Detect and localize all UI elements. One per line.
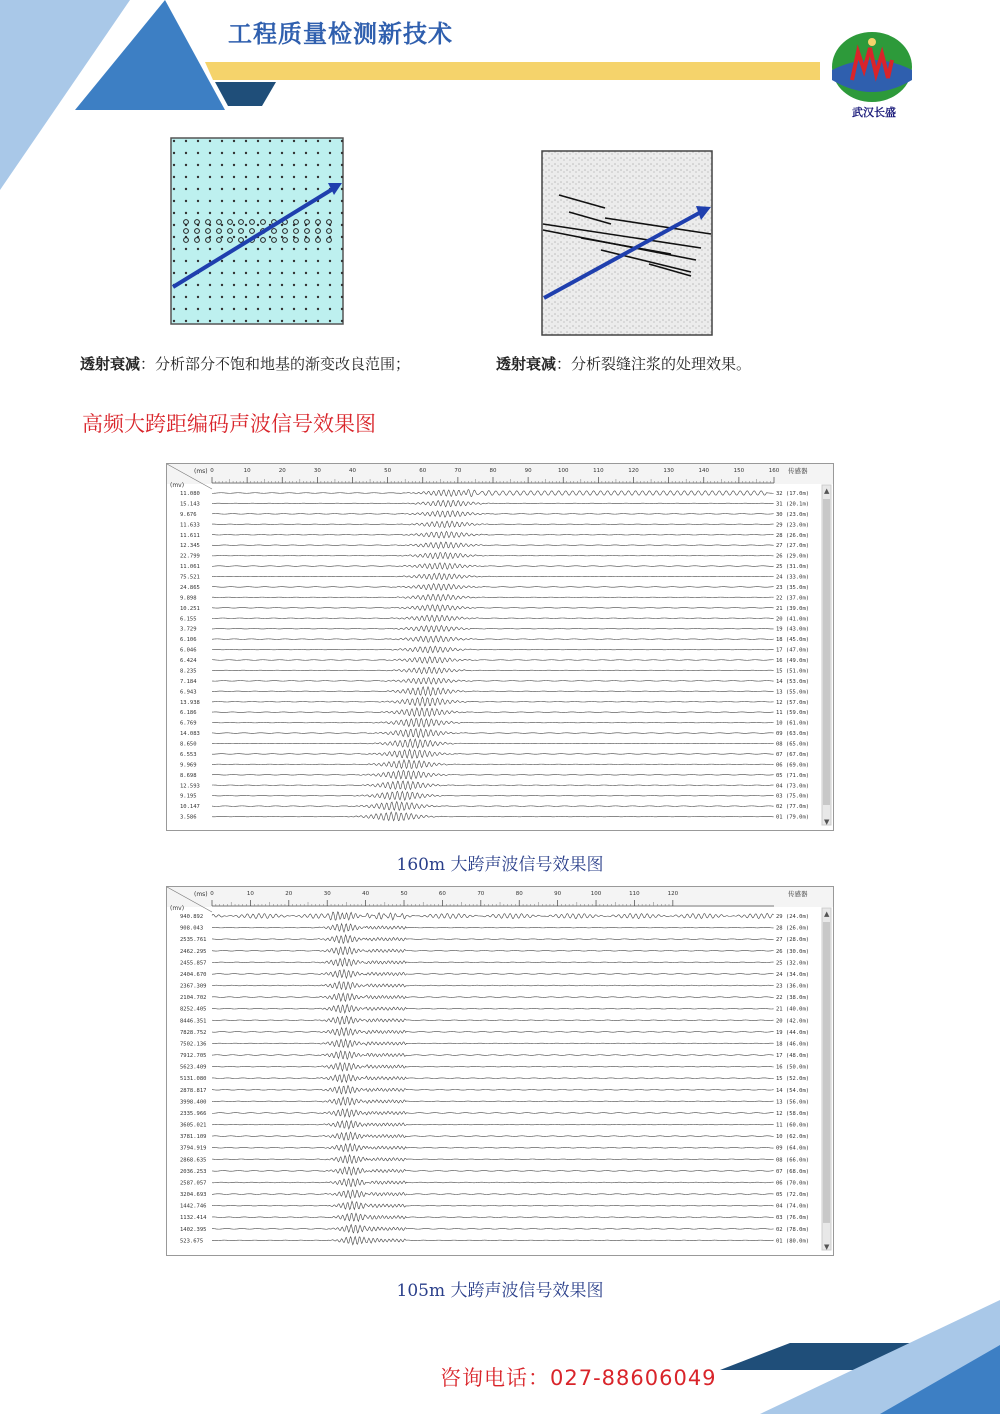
trace-sensor-label: 32 (17.0m) xyxy=(776,491,810,497)
trace-amplitude-label: 22.799 xyxy=(180,553,200,560)
trace-sensor-label: 03 (75.0m) xyxy=(776,793,810,800)
scrollbar-thumb[interactable] xyxy=(823,499,830,805)
x-tick-label: 110 xyxy=(629,891,640,897)
trace-amplitude-label: 11.611 xyxy=(180,532,200,539)
trace-amplitude-label: 11.080 xyxy=(180,491,200,497)
trace-sensor-label: 02 (78.0m) xyxy=(776,1226,810,1233)
trace-amplitude-label: 5623.409 xyxy=(180,1064,207,1071)
trace-sensor-label: 04 (73.0m) xyxy=(776,783,810,790)
trace-amplitude-label: 940.892 xyxy=(180,914,204,920)
trace-amplitude-label: 7828.752 xyxy=(180,1029,207,1036)
trace-amplitude-label: 1442.746 xyxy=(180,1203,207,1210)
trace-sensor-label: 16 (49.0m) xyxy=(776,658,810,664)
panel1-caption: 160m 大跨声波信号效果图 xyxy=(396,855,604,875)
trace-amplitude-label: 908.043 xyxy=(180,925,204,932)
x-tick-label: 10 xyxy=(243,468,251,474)
trace-amplitude-label: 3605.021 xyxy=(180,1122,207,1129)
signal-panel-105m xyxy=(166,886,834,1256)
trace-amplitude-label: 2535.761 xyxy=(180,937,207,944)
trace-amplitude-label: 3781.109 xyxy=(180,1134,207,1141)
trace-sensor-label: 20 (41.0m) xyxy=(776,616,810,623)
trace-sensor-label: 22 (38.0m) xyxy=(776,995,810,1002)
trace-sensor-label: 01 (80.0m) xyxy=(776,1238,810,1245)
trace-amplitude-label: 24.865 xyxy=(180,584,200,591)
trace-amplitude-label: 3794.919 xyxy=(180,1145,207,1152)
x-tick-label: 10 xyxy=(246,891,254,897)
trace-sensor-label: 28 (26.0m) xyxy=(776,532,810,539)
trace-amplitude-label: 6.046 xyxy=(180,647,197,654)
right-caption-bold: 透射衰减 xyxy=(496,355,557,373)
soil-attenuation-figure xyxy=(170,137,344,325)
trace-sensor-label: 29 (23.0m) xyxy=(776,522,810,529)
trace-amplitude-label: 15.143 xyxy=(180,501,200,508)
trace-sensor-label: 18 (45.0m) xyxy=(776,637,810,644)
x-tick-label: 40 xyxy=(349,468,356,474)
section-title: 高频大跨距编码声波信号效果图 xyxy=(82,412,376,436)
trace-amplitude-label: 3.586 xyxy=(180,814,197,821)
x-tick-label: 60 xyxy=(419,468,427,474)
trace-amplitude-label: 8.235 xyxy=(180,668,197,675)
trace-sensor-label: 14 (54.0m) xyxy=(776,1087,810,1094)
trace-sensor-label: 07 (68.0m) xyxy=(776,1168,810,1175)
trace-amplitude-label: 2878.817 xyxy=(180,1087,207,1094)
trace-sensor-label: 25 (31.0m) xyxy=(776,564,810,571)
x-tick-label: 120 xyxy=(628,468,639,474)
trace-amplitude-label: 6.553 xyxy=(180,751,197,758)
trace-sensor-label: 05 (72.0m) xyxy=(776,1192,810,1199)
trace-amplitude-label: 2335.966 xyxy=(180,1110,207,1117)
axis-unit-top: (ms) xyxy=(194,891,208,898)
x-tick-label: 70 xyxy=(477,891,485,897)
trace-sensor-label: 05 (71.0m) xyxy=(776,772,810,779)
trace-sensor-label: 29 (24.0m) xyxy=(776,914,810,920)
trace-amplitude-label: 2462.295 xyxy=(180,948,207,955)
trace-amplitude-label: 2587.057 xyxy=(180,1180,207,1187)
x-tick-label: 50 xyxy=(400,891,408,897)
x-tick-label: 140 xyxy=(698,468,709,474)
company-logo xyxy=(830,30,914,104)
x-tick-label: 80 xyxy=(515,891,523,897)
x-tick-label: 110 xyxy=(593,468,604,474)
trace-sensor-label: 15 (51.0m) xyxy=(776,668,810,675)
logo-text: 武汉长盛 xyxy=(852,106,896,119)
trace-amplitude-label: 2036.253 xyxy=(180,1168,207,1175)
trace-amplitude-label: 2404.670 xyxy=(180,971,207,978)
left-caption-text: ：分析部分不饱和地基的渐变改良范围； xyxy=(140,355,411,373)
trace-sensor-label: 07 (67.0m) xyxy=(776,751,810,758)
trace-sensor-label: 28 (26.0m) xyxy=(776,925,810,932)
trace-sensor-label: 24 (33.0m) xyxy=(776,574,810,581)
trace-sensor-label: 26 (29.0m) xyxy=(776,553,810,560)
trace-sensor-label: 20 (42.0m) xyxy=(776,1018,810,1025)
trace-amplitude-label: 2868.635 xyxy=(180,1157,207,1164)
x-tick-label: 80 xyxy=(489,468,497,474)
x-tick-label: 60 xyxy=(438,891,446,897)
trace-amplitude-label: 10.147 xyxy=(180,804,200,811)
x-tick-label: 0 xyxy=(210,468,214,474)
x-tick-label: 20 xyxy=(278,468,286,474)
trace-amplitude-label: 8.698 xyxy=(180,772,197,779)
trace-amplitude-label: 523.675 xyxy=(180,1238,204,1245)
x-tick-label: 0 xyxy=(210,891,214,897)
x-tick-label: 40 xyxy=(362,891,370,897)
contact-phone: 咨询电话：027-88606049 xyxy=(440,1366,717,1390)
trace-sensor-label: 21 (40.0m) xyxy=(776,1006,810,1013)
trace-amplitude-label: 1132.414 xyxy=(180,1215,207,1222)
trace-sensor-label: 02 (77.0m) xyxy=(776,804,810,811)
scrollbar-thumb[interactable] xyxy=(823,922,830,1223)
trace-sensor-label: 13 (56.0m) xyxy=(776,1099,810,1106)
trace-sensor-label: 13 (55.0m) xyxy=(776,689,810,696)
trace-amplitude-label: 6.106 xyxy=(180,637,197,644)
trace-amplitude-label: 2455.857 xyxy=(180,960,207,967)
x-tick-label: 30 xyxy=(313,468,321,474)
legend-header: 传感器 xyxy=(788,467,808,475)
right-figure-caption xyxy=(496,353,751,374)
trace-amplitude-label: 9.969 xyxy=(180,762,197,769)
trace-amplitude-label: 7.184 xyxy=(180,678,197,685)
x-tick-label: 150 xyxy=(733,468,745,474)
scroll-down-icon[interactable]: ▼ xyxy=(824,818,830,826)
axis-unit-left: (mv) xyxy=(170,482,185,489)
trace-sensor-label: 03 (76.0m) xyxy=(776,1215,810,1222)
x-tick-label: 160 xyxy=(768,468,780,474)
axis-unit-top: (ms) xyxy=(194,468,208,475)
trace-sensor-label: 09 (63.0m) xyxy=(776,731,810,738)
crack-grouting-figure xyxy=(541,150,713,336)
header-title: 工程质量检测新技术 xyxy=(228,20,453,48)
axis-unit-left: (mv) xyxy=(170,905,185,912)
trace-sensor-label: 17 (48.0m) xyxy=(776,1053,810,1060)
right-caption-text: ：分析裂缝注浆的处理效果。 xyxy=(556,355,752,373)
trace-amplitude-label: 13.938 xyxy=(180,699,200,706)
trace-sensor-label: 23 (35.0m) xyxy=(776,584,810,591)
x-tick-label: 130 xyxy=(663,468,674,474)
trace-amplitude-label: 6.155 xyxy=(180,616,197,623)
trace-amplitude-label: 6.424 xyxy=(180,658,197,664)
trace-sensor-label: 17 (47.0m) xyxy=(776,647,810,654)
trace-amplitude-label: 1402.395 xyxy=(180,1226,207,1233)
trace-amplitude-label: 3204.693 xyxy=(180,1192,207,1199)
trace-amplitude-label: 14.083 xyxy=(180,731,200,738)
panel2-caption: 105m 大跨声波信号效果图 xyxy=(396,1281,604,1301)
trace-amplitude-label: 11.633 xyxy=(180,522,200,529)
x-tick-label: 90 xyxy=(554,891,562,897)
trace-sensor-label: 25 (32.0m) xyxy=(776,960,810,967)
scroll-down-icon[interactable]: ▼ xyxy=(824,1243,830,1251)
trace-amplitude-label: 7912.705 xyxy=(180,1053,207,1060)
trace-sensor-label: 27 (28.0m) xyxy=(776,937,810,944)
trace-amplitude-label: 12.345 xyxy=(180,543,200,550)
trace-amplitude-label: 10.251 xyxy=(180,605,200,612)
trace-sensor-label: 14 (53.0m) xyxy=(776,678,810,685)
x-tick-label: 100 xyxy=(558,468,569,474)
trace-amplitude-label: 8.650 xyxy=(180,741,197,748)
x-tick-label: 30 xyxy=(323,891,331,897)
legend-header: 传感器 xyxy=(788,890,808,898)
trace-sensor-label: 04 (74.0m) xyxy=(776,1203,810,1210)
trace-sensor-label: 18 (46.0m) xyxy=(776,1041,810,1048)
scroll-up-icon[interactable]: ▲ xyxy=(824,487,830,495)
trace-sensor-label: 10 (61.0m) xyxy=(776,720,810,727)
trace-amplitude-label: 3.729 xyxy=(180,626,197,633)
scroll-up-icon[interactable]: ▲ xyxy=(824,910,830,918)
trace-amplitude-label: 9.898 xyxy=(180,595,197,602)
trace-sensor-label: 08 (66.0m) xyxy=(776,1157,810,1164)
x-tick-label: 70 xyxy=(454,468,462,474)
trace-amplitude-label: 9.195 xyxy=(180,793,197,800)
left-caption-bold: 透射衰减 xyxy=(80,355,141,373)
trace-sensor-label: 15 (52.0m) xyxy=(776,1076,810,1083)
trace-sensor-label: 06 (69.0m) xyxy=(776,762,810,769)
trace-amplitude-label: 6.943 xyxy=(180,689,197,696)
trace-amplitude-label: 8446.351 xyxy=(180,1018,207,1025)
trace-sensor-label: 11 (60.0m) xyxy=(776,1122,810,1129)
trace-amplitude-label: 8252.405 xyxy=(180,1006,207,1013)
trace-amplitude-label: 6.186 xyxy=(180,710,197,717)
trace-sensor-label: 06 (70.0m) xyxy=(776,1180,810,1187)
trace-amplitude-label: 9.676 xyxy=(180,511,197,518)
trace-sensor-label: 23 (36.0m) xyxy=(776,983,810,990)
trace-sensor-label: 24 (34.0m) xyxy=(776,971,810,978)
trace-amplitude-label: 7502.136 xyxy=(180,1041,207,1048)
x-tick-label: 50 xyxy=(384,468,392,474)
trace-sensor-label: 22 (37.0m) xyxy=(776,595,810,602)
trace-sensor-label: 19 (43.0m) xyxy=(776,626,810,633)
trace-amplitude-label: 12.593 xyxy=(180,783,200,790)
trace-sensor-label: 11 (59.0m) xyxy=(776,710,810,717)
trace-sensor-label: 10 (62.0m) xyxy=(776,1134,810,1141)
trace-amplitude-label: 3998.400 xyxy=(180,1099,207,1106)
x-tick-label: 100 xyxy=(590,891,602,897)
trace-sensor-label: 01 (79.0m) xyxy=(776,814,810,821)
trace-sensor-label: 16 (50.0m) xyxy=(776,1064,810,1071)
trace-sensor-label: 19 (44.0m) xyxy=(776,1029,810,1036)
trace-amplitude-label: 6.769 xyxy=(180,720,197,727)
x-tick-label: 120 xyxy=(667,891,679,897)
trace-amplitude-label: 2104.702 xyxy=(180,995,207,1002)
left-figure-caption xyxy=(80,353,410,374)
trace-amplitude-label: 2367.309 xyxy=(180,983,207,990)
trace-sensor-label: 27 (27.0m) xyxy=(776,543,810,550)
signal-panel-160m xyxy=(166,463,834,831)
trace-sensor-label: 08 (65.0m) xyxy=(776,741,810,748)
trace-sensor-label: 31 (20.1m) xyxy=(776,501,810,508)
trace-sensor-label: 21 (39.0m) xyxy=(776,605,810,612)
trace-sensor-label: 09 (64.0m) xyxy=(776,1145,810,1152)
trace-sensor-label: 12 (57.0m) xyxy=(776,699,810,706)
trace-sensor-label: 26 (30.0m) xyxy=(776,948,810,955)
trace-amplitude-label: 5131.080 xyxy=(180,1076,207,1083)
trace-sensor-label: 12 (58.0m) xyxy=(776,1110,810,1117)
trace-sensor-label: 30 (23.0m) xyxy=(776,511,810,518)
x-tick-label: 90 xyxy=(524,468,532,474)
trace-amplitude-label: 75.521 xyxy=(180,574,200,581)
trace-amplitude-label: 11.061 xyxy=(180,564,200,571)
x-tick-label: 20 xyxy=(285,891,293,897)
